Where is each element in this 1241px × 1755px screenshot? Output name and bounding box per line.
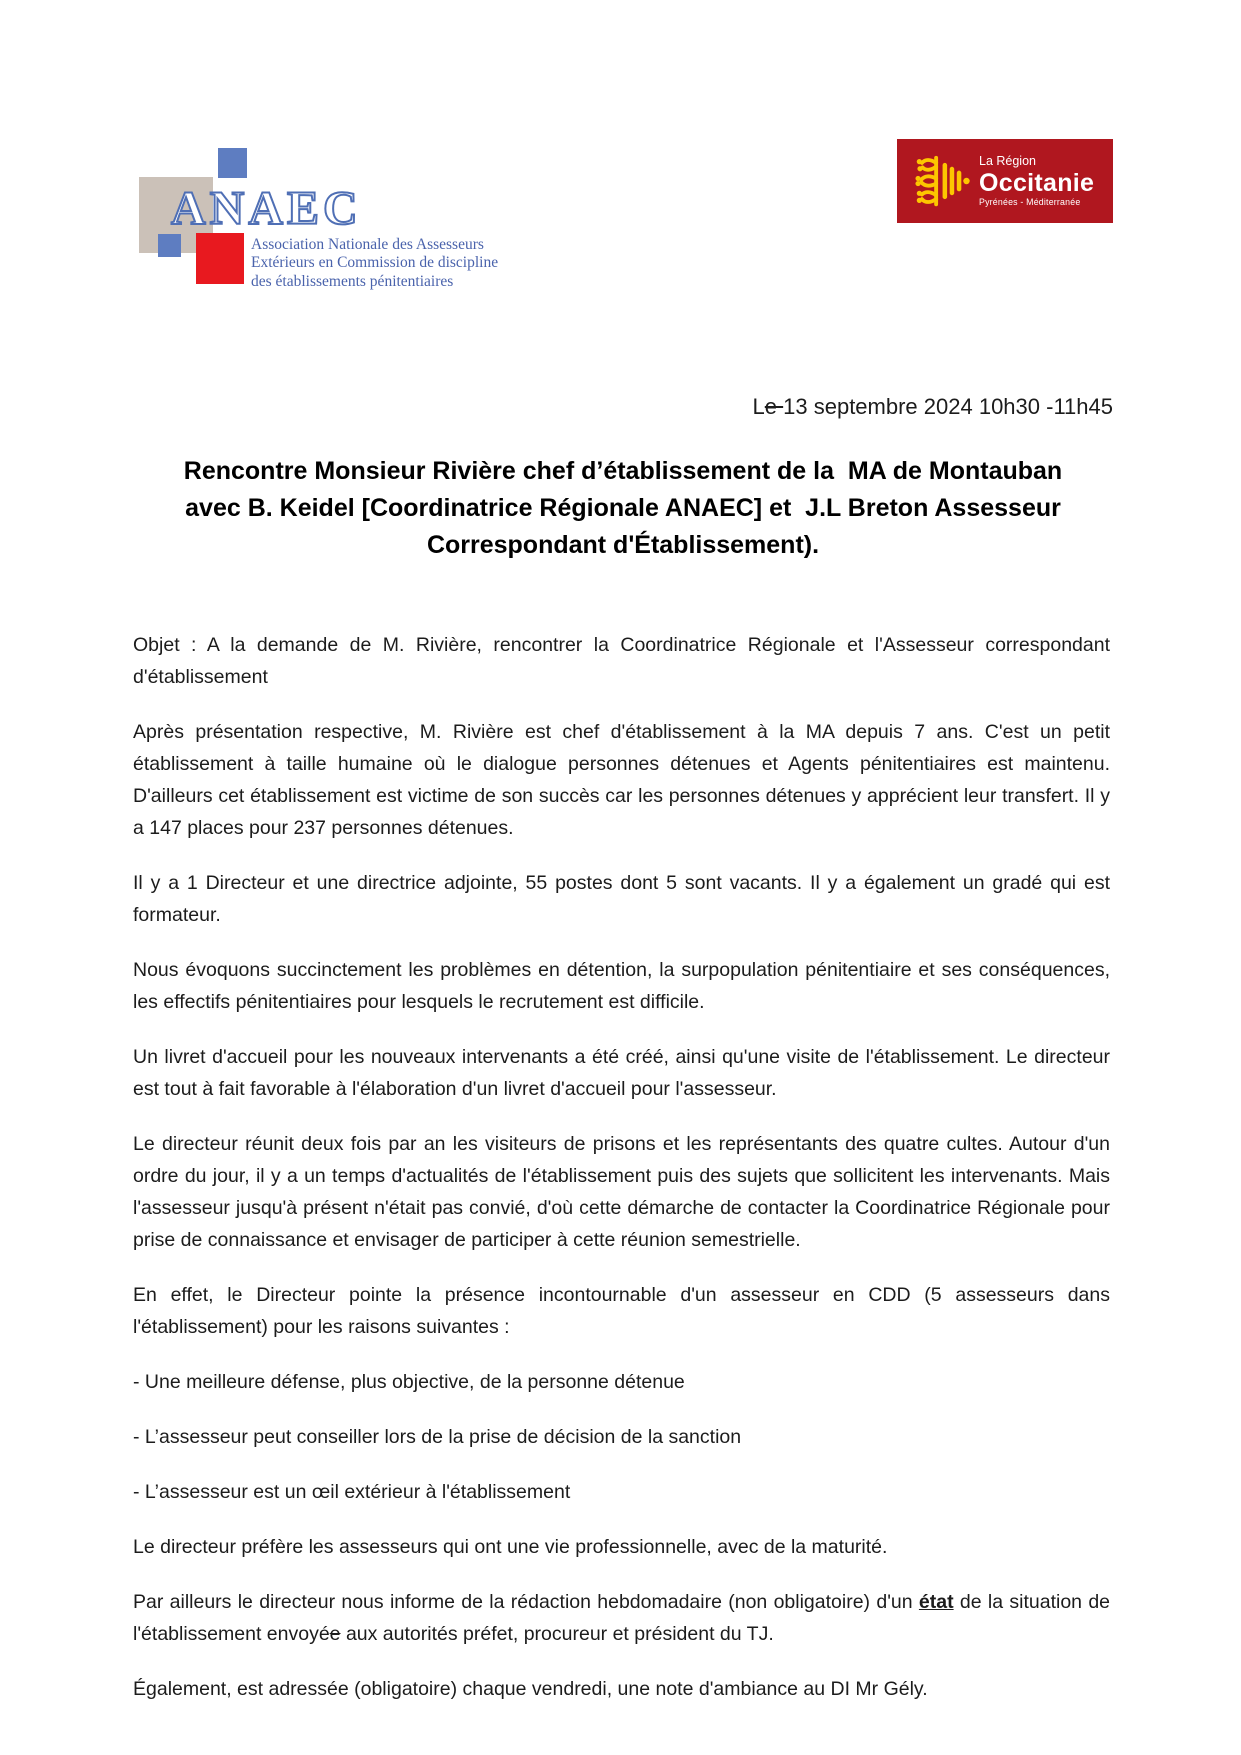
paragraph-presentation: Après présentation respective, M. Rivière est chef d'établissement à la MA depuis 7 ans. C'est un petit établissement à taille humaine où le dialogue personnes détenues et Agents pénitentiaires est maintenu. D'ailleurs cet établissement est victime de son succès car les personnes détenues y apprécient leur transfert. Il y a 147 places pour 237 personnes détenues. [133,721,1116,839]
anaec-blue-square-top [218,148,247,178]
anaec-acronym: ANAEC [171,182,362,235]
paragraph-preference: Le directeur préfère les assesseurs qui ont une vie professionnelle, avec de la maturité. [133,1536,888,1558]
date-line [133,394,1113,420]
paragraph-par-ailleurs [133,1586,1116,1650]
date-prefix: L [752,394,765,419]
par-ailleurs-struck: e [329,1623,341,1645]
date-struck-text: e [764,394,784,419]
title-line-2: avec B. Keidel [Coordinatrice Régionale ANAEC] et J.L Breton Assesseur [185,494,1061,522]
paragraph-raisons: En effet, le Directeur pointe la présence incontournable d'un assesseur en CDD (5 assesseurs dans l'établissement) pour les raisons suivantes : [133,1284,1116,1338]
par-ailleurs-part1: Par ailleurs le directeur nous informe de la rédaction hebdomadaire (non obligatoire) d'un [133,1591,919,1613]
paragraph-reunion: Le directeur réunit deux fois par an les visiteurs de prisons et les représentants des quatre cultes. Autour d'un ordre du jour, il y a un temps d'actualités de l'établissement puis des sujets que sollicitent les intervenants. Mais l'assesseur jusqu'à présent n'était pas convié, d'où cette démarche de contacter la Coordinatrice Régionale pour prise de connaissance et envisager de participer à cette réunion semestrielle. [133,1133,1116,1251]
anaec-red-square [196,233,244,284]
title-line-3: Correspondant d'Établissement). [426,531,820,559]
anaec-logo [0,0,520,300]
occitanie-subtitle: Pyrénées - Méditerranée [979,197,1081,208]
title-line-1: Rencontre Monsieur Rivière chef d’établissement de la MA de Montauban [183,457,1063,485]
occitan-cross-icon [909,153,971,209]
bullet-item-conseil: - L’assesseur peut conseiller lors de la prise de décision de la sanction [133,1426,742,1448]
document-title [133,453,1113,564]
date-text: 13 septembre 2024 10h30 -11h45 [783,394,1113,419]
anaec-tagline [251,236,498,291]
anaec-tagline-line-1: Association Nationale des Assesseurs [251,236,484,253]
par-ailleurs-part2: de la situation de l'établissement envoyé [133,1591,1116,1645]
bullet-item-defense: - Une meilleure défense, plus objective, de la personne détenue [133,1371,685,1393]
anaec-blue-square-bottom [158,234,181,257]
paragraph-objet: Objet : A la demande de M. Rivière, rencontrer la Coordinatrice Régionale et l'Assesseur correspondant d'établissement [133,634,1116,688]
bullet-item-oeil-exterieur: - L’assesseur est un œil extérieur à l'établissement [133,1481,571,1503]
paragraph-closing: Également, est adressée (obligatoire) chaque vendredi, une note d'ambiance au DI Mr Gély. [133,1678,928,1700]
occitanie-logo [897,139,1113,223]
document-body [133,629,1116,1728]
anaec-tagline-line-3: des établissements pénitentiaires [251,272,454,290]
paragraph-problemes: Nous évoquons succinctement les problèmes en détention, la surpopulation pénitentiaire et ses conséquences, les effectifs pénitentiaires pour lesquels le recrutement est difficile. [133,959,1116,1013]
par-ailleurs-part3: aux autorités préfet, procureur et président du TJ. [340,1623,774,1645]
par-ailleurs-emphasis: état [918,1591,954,1613]
occitanie-name: Occitanie [979,168,1095,197]
occitanie-logo-text [979,155,1094,208]
occitanie-region-label: La Région [979,153,1036,168]
paragraph-livret: Un livret d'accueil pour les nouveaux intervenants a été créé, ainsi qu'une visite de l'établissement. Le directeur est tout à fait favorable à l'élaboration d'un livret d'accueil pour l'assesseur. [133,1046,1116,1100]
anaec-tagline-line-2: Extérieurs en Commission de discipline [251,254,499,272]
paragraph-effectifs: Il y a 1 Directeur et une directrice adjointe, 55 postes dont 5 sont vacants. Il y a également un gradé qui est formateur. [133,872,1116,926]
